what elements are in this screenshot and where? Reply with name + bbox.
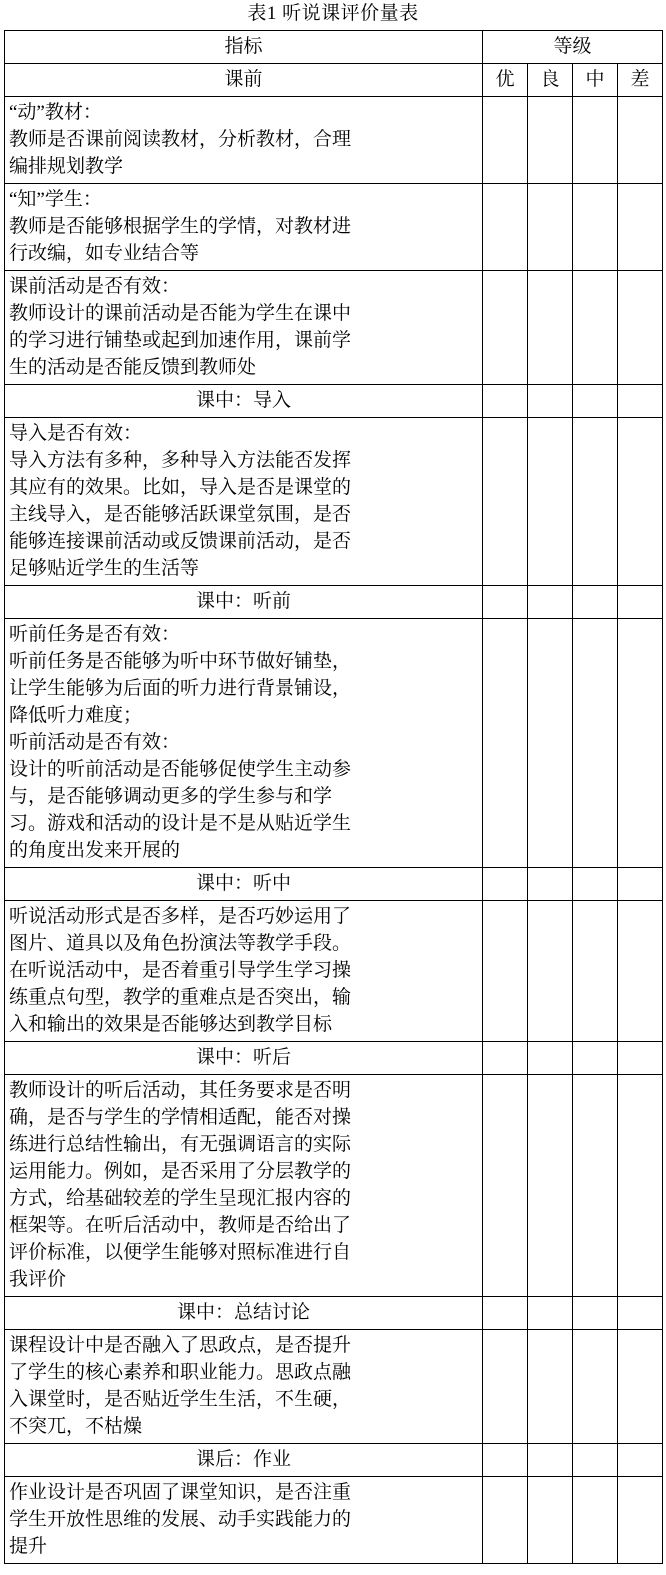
grade-cell[interactable] bbox=[483, 271, 528, 385]
grade-cell[interactable] bbox=[573, 901, 618, 1042]
criterion-line: 图片、道具以及角色扮演法等教学手段。 bbox=[9, 933, 352, 954]
criterion-row bbox=[5, 418, 663, 586]
grade-cell[interactable] bbox=[483, 586, 528, 619]
grade-cell[interactable] bbox=[573, 418, 618, 586]
criterion-line: 能够连接课前活动或反馈课前活动，是否 bbox=[9, 531, 352, 552]
header-grade-excellent: 优 bbox=[483, 64, 528, 97]
criterion-line: 练重点句型，教学的重难点是否突出，输 bbox=[9, 987, 352, 1008]
criterion-line: 主线导入，是否能够活跃课堂氛围，是否 bbox=[9, 504, 352, 525]
grade-cell[interactable] bbox=[483, 901, 528, 1042]
grade-cell[interactable] bbox=[483, 868, 528, 901]
grade-cell[interactable] bbox=[573, 1042, 618, 1075]
criterion-row bbox=[5, 1075, 663, 1297]
criterion-line: 作业设计是否巩固了课堂知识，是否注重 bbox=[9, 1482, 352, 1503]
grade-cell[interactable] bbox=[573, 586, 618, 619]
criterion-text bbox=[5, 901, 483, 1042]
criterion-line: 导入方法有多种，多种导入方法能否发挥 bbox=[9, 450, 352, 471]
header-indicator: 指标 bbox=[5, 31, 483, 64]
section-row bbox=[5, 385, 663, 418]
criterion-text bbox=[5, 1477, 483, 1564]
grade-cell[interactable] bbox=[573, 868, 618, 901]
criterion-row bbox=[5, 1330, 663, 1444]
grade-cell[interactable] bbox=[483, 385, 528, 418]
criterion-line: 其应有的效果。比如，导入是否是课堂的 bbox=[9, 477, 352, 498]
grade-cell[interactable] bbox=[618, 418, 663, 586]
grade-cell[interactable] bbox=[528, 1297, 573, 1330]
evaluation-scale-table bbox=[4, 30, 663, 1564]
grade-cell[interactable] bbox=[618, 1330, 663, 1444]
criterion-line: 设计的听前活动是否能够促使学生主动参 bbox=[9, 759, 352, 780]
section-label: 课中：听后 bbox=[5, 1042, 483, 1075]
criterion-line: 运用能力。例如，是否采用了分层教学的 bbox=[9, 1161, 352, 1182]
grade-cell[interactable] bbox=[573, 184, 618, 271]
grade-cell[interactable] bbox=[483, 1477, 528, 1564]
section-row bbox=[5, 1297, 663, 1330]
grade-cell[interactable] bbox=[573, 1075, 618, 1297]
criterion-line: 听说活动形式是否多样，是否巧妙运用了 bbox=[9, 906, 352, 927]
criterion-row bbox=[5, 271, 663, 385]
criterion-line: 生的活动是否能反馈到教师处 bbox=[9, 357, 257, 378]
criterion-line: 方式，给基础较差的学生呈现汇报内容的 bbox=[9, 1188, 352, 1209]
criterion-line: 教师是否能够根据学生的学情，对教材进 bbox=[9, 216, 352, 237]
criterion-line: 不突兀，不枯燥 bbox=[9, 1416, 143, 1437]
grade-cell[interactable] bbox=[483, 1444, 528, 1477]
header-grade: 等级 bbox=[483, 31, 663, 64]
grade-cell[interactable] bbox=[618, 1075, 663, 1297]
grade-cell[interactable] bbox=[483, 1042, 528, 1075]
grade-cell[interactable] bbox=[483, 184, 528, 271]
section-label: 课中：导入 bbox=[5, 385, 483, 418]
table-header-row bbox=[5, 31, 663, 64]
criterion-line: 在听说活动中，是否着重引导学生学习操 bbox=[9, 960, 352, 981]
grade-cell[interactable] bbox=[528, 868, 573, 901]
criterion-line: 课前活动是否有效： bbox=[9, 276, 181, 297]
section-row bbox=[5, 868, 663, 901]
grade-cell[interactable] bbox=[483, 1075, 528, 1297]
grade-cell[interactable] bbox=[618, 586, 663, 619]
criterion-line: 的学习进行铺垫或起到加速作用，课前学 bbox=[9, 330, 352, 351]
section-row bbox=[5, 1444, 663, 1477]
criterion-line: 入课堂时，是否贴近学生生活，不生硬， bbox=[9, 1389, 352, 1410]
grade-cell[interactable] bbox=[528, 1477, 573, 1564]
page-title: 表1 听说课评价量表 bbox=[247, 3, 419, 24]
criterion-line: 听前任务是否有效： bbox=[9, 624, 181, 645]
grade-cell[interactable] bbox=[618, 1477, 663, 1564]
grade-cell[interactable] bbox=[528, 271, 573, 385]
grade-cell[interactable] bbox=[618, 868, 663, 901]
criterion-line: “知”学生： bbox=[9, 189, 102, 210]
grade-cell[interactable] bbox=[483, 1297, 528, 1330]
section-row bbox=[5, 1042, 663, 1075]
grade-cell[interactable] bbox=[528, 586, 573, 619]
criterion-text bbox=[5, 271, 483, 385]
section-label: 课后：作业 bbox=[5, 1444, 483, 1477]
criterion-line: 习。游戏和活动的设计是不是从贴近学生 bbox=[9, 813, 352, 834]
criterion-line: 入和输出的效果是否能够达到教学目标 bbox=[9, 1014, 333, 1035]
criterion-text bbox=[5, 1075, 483, 1297]
criterion-line: 行改编，如专业结合等 bbox=[9, 243, 200, 264]
criterion-line: 框架等。在听后活动中，教师是否给出了 bbox=[9, 1215, 352, 1236]
criterion-line: 听前活动是否有效： bbox=[9, 732, 181, 753]
grade-cell[interactable] bbox=[528, 619, 573, 868]
grade-cell[interactable] bbox=[618, 271, 663, 385]
criterion-line: 足够贴近学生的生活等 bbox=[9, 558, 200, 579]
criterion-row bbox=[5, 901, 663, 1042]
grade-cell[interactable] bbox=[618, 901, 663, 1042]
grade-cell[interactable] bbox=[528, 901, 573, 1042]
criterion-row bbox=[5, 619, 663, 868]
grade-cell[interactable] bbox=[573, 1330, 618, 1444]
section-label: 课中：听前 bbox=[5, 586, 483, 619]
grade-cell[interactable] bbox=[528, 184, 573, 271]
criterion-line: 教师是否课前阅读教材，分析教材，合理 bbox=[9, 129, 352, 150]
grade-cell[interactable] bbox=[618, 184, 663, 271]
criterion-line: 让学生能够为后面的听力进行背景铺设， bbox=[9, 678, 352, 699]
table-subheader-row bbox=[5, 64, 663, 97]
grade-cell[interactable] bbox=[573, 1297, 618, 1330]
grade-cell[interactable] bbox=[483, 97, 528, 184]
grade-cell[interactable] bbox=[573, 97, 618, 184]
grade-cell[interactable] bbox=[573, 1477, 618, 1564]
grade-cell[interactable] bbox=[528, 385, 573, 418]
grade-cell[interactable] bbox=[528, 1075, 573, 1297]
criterion-line: 与，是否能够调动更多的学生参与和学 bbox=[9, 786, 333, 807]
grade-cell[interactable] bbox=[528, 418, 573, 586]
criterion-line: 教师设计的听后活动，其任务要求是否明 bbox=[9, 1080, 352, 1101]
criterion-text bbox=[5, 418, 483, 586]
table-body bbox=[5, 31, 663, 1564]
grade-cell[interactable] bbox=[618, 97, 663, 184]
grade-cell[interactable] bbox=[618, 1297, 663, 1330]
grade-cell[interactable] bbox=[483, 1330, 528, 1444]
criterion-line: 学生开放性思维的发展、动手实践能力的 bbox=[9, 1509, 352, 1530]
criterion-row bbox=[5, 97, 663, 184]
grade-cell[interactable] bbox=[618, 1042, 663, 1075]
criterion-line: 教师设计的课前活动是否能为学生在课中 bbox=[9, 303, 352, 324]
criterion-row bbox=[5, 1477, 663, 1564]
grade-cell[interactable] bbox=[618, 1444, 663, 1477]
criterion-text bbox=[5, 184, 483, 271]
grade-cell[interactable] bbox=[528, 1042, 573, 1075]
criterion-line: 评价标准，以便学生能够对照标准进行自 bbox=[9, 1242, 352, 1263]
grade-cell[interactable] bbox=[528, 1444, 573, 1477]
criterion-line: “动”教材： bbox=[9, 102, 102, 123]
header-grade-poor: 差 bbox=[618, 64, 663, 97]
criterion-line: 我评价 bbox=[9, 1269, 67, 1290]
section-label: 课中：总结讨论 bbox=[5, 1297, 483, 1330]
criterion-row bbox=[5, 184, 663, 271]
criterion-line: 确，是否与学生的学情相适配，能否对操 bbox=[9, 1107, 352, 1128]
criterion-line: 编排规划教学 bbox=[9, 156, 124, 177]
section-label: 课中：听中 bbox=[5, 868, 483, 901]
grade-cell[interactable] bbox=[618, 619, 663, 868]
grade-cell[interactable] bbox=[483, 619, 528, 868]
criterion-line: 提升 bbox=[9, 1536, 48, 1557]
criterion-line: 练进行总结性输出，有无强调语言的实际 bbox=[9, 1134, 352, 1155]
header-grade-good: 良 bbox=[528, 64, 573, 97]
criterion-text bbox=[5, 97, 483, 184]
section-row bbox=[5, 586, 663, 619]
criterion-text bbox=[5, 1330, 483, 1444]
criterion-line: 课程设计中是否融入了思政点，是否提升 bbox=[9, 1335, 352, 1356]
criterion-text bbox=[5, 619, 483, 868]
criterion-line: 听前任务是否能够为听中环节做好铺垫， bbox=[9, 651, 352, 672]
criterion-line: 的角度出发来开展的 bbox=[9, 840, 181, 861]
header-phase: 课前 bbox=[5, 64, 483, 97]
grade-cell[interactable] bbox=[618, 385, 663, 418]
criterion-line: 了学生的核心素养和职业能力。思政点融 bbox=[9, 1362, 352, 1383]
criterion-line: 降低听力难度； bbox=[9, 705, 143, 726]
grade-cell[interactable] bbox=[573, 1444, 618, 1477]
grade-cell[interactable] bbox=[528, 1330, 573, 1444]
grade-cell[interactable] bbox=[573, 385, 618, 418]
grade-cell[interactable] bbox=[528, 97, 573, 184]
grade-cell[interactable] bbox=[483, 418, 528, 586]
header-grade-fair: 中 bbox=[573, 64, 618, 97]
grade-cell[interactable] bbox=[573, 271, 618, 385]
grade-cell[interactable] bbox=[573, 619, 618, 868]
criterion-line: 导入是否有效： bbox=[9, 423, 143, 444]
